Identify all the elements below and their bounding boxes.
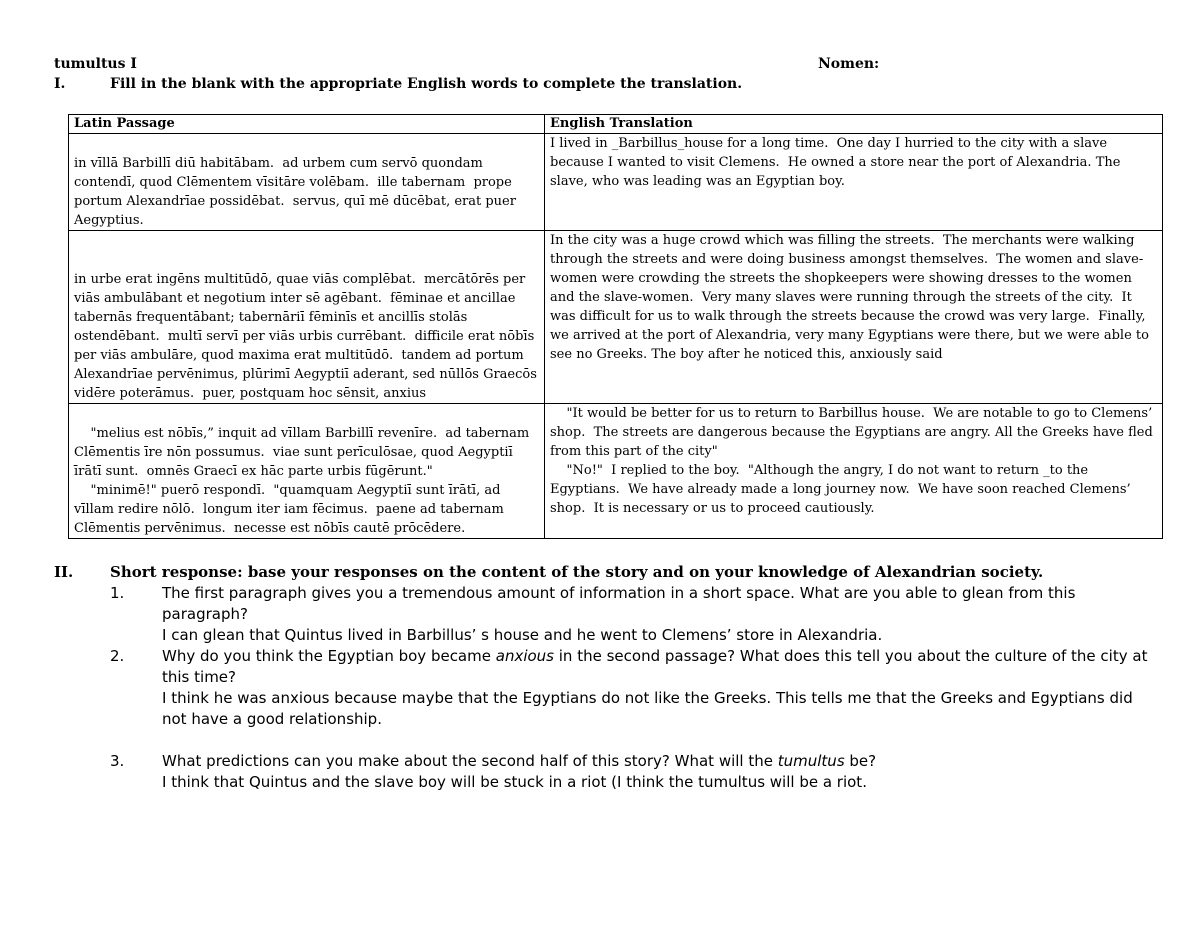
english-translation-text[interactable]: I lived in _Barbillus_house for a long time. One day I hurried to the city with a slave because I wanted to visit Clemens. He owned a store near the port of Alexandria. The slave, who was leading was an Egyptian boy. [550, 136, 1125, 189]
latin-column-header: Latin Passage [69, 115, 545, 134]
english-column-header: English Translation [545, 115, 1163, 134]
latin-passage-text: in vīllā Barbillī diū habitābam. ad urbem cum servō quondam contendī, quod Clēmentem vīsitāre volēbam. ille tabernam prope portum Alexandrīae possidēbat. servus, quī mē dūcēbat, erat puer Aegyptius. [74, 156, 521, 228]
latin-passage-text: in urbe erat ingēns multitūdō, quae viās complēbat. mercātōrēs per viās ambulābant et negotium inter sē agēbant. fēminae et ancillae tabernās frequentābant; tabernāriī fēminīs et ancillīs stolās ostendēbant. multī servī per viās urbis currēbant. difficile erat nōbīs per viās ambulāre, quod maxima erat multitūdō. tandem ad portum Alexandrīae pervēnimus, plūrimī Aegyptiī aderant, sed nūllōs Graecōs vidēre poterāmus. puer, postquam hoc sēnsit, anxius [74, 272, 542, 401]
english-translation-text[interactable]: In the city was a huge crowd which was filling the streets. The merchants were walking through the streets and were doing business amongst themselves. The women and slave-women were crowding the streets the shopkeepers were showing dresses to the women and the slave-women. Very many slaves were running through the streets of the city. It was difficult for us to walk through the streets because the crowd was very large. Finally, we arrived at the port of Alexandria, very many Egyptians were there, but we were able to see no Greeks. The boy after he noticed this, anxiously said [550, 233, 1154, 362]
answer-text[interactable]: I think that Quintus and the slave boy will be stuck in a riot (I think the tumultus will be a riot. [162, 773, 867, 791]
question-text-end: be? [844, 752, 877, 770]
question-text: The first paragraph gives you a tremendous amount of information in a short space. What are you able to glean from this paragraph? [162, 584, 1076, 623]
latin-passage-cell [69, 231, 545, 404]
name-label: Nomen: [818, 56, 880, 72]
question-text [162, 646, 1152, 688]
question-text-end: in the second passage? What does this tell you about the culture of the city at this time? [162, 647, 1148, 686]
question-text [162, 751, 1152, 772]
question-italic-word: anxious [495, 647, 554, 665]
table-row [69, 404, 1163, 539]
question-number: 2. [110, 647, 125, 665]
latin-passage-cell [69, 404, 545, 539]
question-text-start: What predictions can you make about the second half of this story? What will the [162, 752, 778, 770]
question-number: 1. [110, 584, 125, 602]
latin-passage-text: "melius est nōbīs,” inquit ad vīllam Barbillī revenīre. ad tabernam Clēmentis īre nōn possumus. viae sunt perīculōsae, quod Aegyptiī īrātī sunt. omnēs Graecī ex hāc parte urbis fūgērunt." "minimē!" puerō respondī. "quamquam Aegyptiī sunt īrātī, ad vīllam redire nōlō. longum iter iam fēcimus. paene ad tabernam Clēmentis pervēnimus. necesse est nōbīs cautē prōcēdere. [74, 426, 530, 536]
question-text-start: Why do you think the Egyptian boy became [162, 647, 496, 665]
latin-passage-cell [69, 134, 545, 231]
english-translation-cell[interactable] [545, 404, 1163, 539]
section1-instruction: Fill in the blank with the appropriate English words to complete the translation. [110, 76, 743, 92]
english-translation-text[interactable]: "It would be better for us to return to Barbillus house. We are notable to go to Clemens’ shop. The streets are dangerous because the Egyptians are angry. All the Greeks have fled from this part of the city" "No!" I replied to the boy. "Although the angry, I do not want to return _to the Egyptians. We have already made a long journey now. We have soon reached Clemens’ shop. It is necessary or us to proceed cautiously. [550, 406, 1153, 516]
english-translation-cell[interactable] [545, 134, 1163, 231]
table-row [69, 134, 1163, 231]
worksheet-title: tumultus I [54, 56, 137, 72]
english-translation-cell[interactable] [545, 231, 1163, 404]
section2-numeral: II. [54, 563, 74, 581]
answer-text[interactable]: I think he was anxious because maybe that the Egyptians do not like the Greeks. This tells me that the Greeks and Egyptians did not have a good relationship. [162, 689, 1133, 728]
question-italic-word: tumultus [777, 752, 845, 770]
answer-text[interactable]: I can glean that Quintus lived in Barbillus’ s house and he went to Clemens’ store in Alexandria. [162, 626, 883, 644]
table-header-row [69, 115, 1163, 134]
section1-numeral: I. [54, 76, 66, 92]
section2-instruction: Short response: base your responses on the content of the story and on your knowledge of Alexandrian society. [110, 563, 1044, 581]
question-number: 3. [110, 752, 125, 770]
translation-table [68, 114, 1163, 539]
table-row [69, 231, 1163, 404]
